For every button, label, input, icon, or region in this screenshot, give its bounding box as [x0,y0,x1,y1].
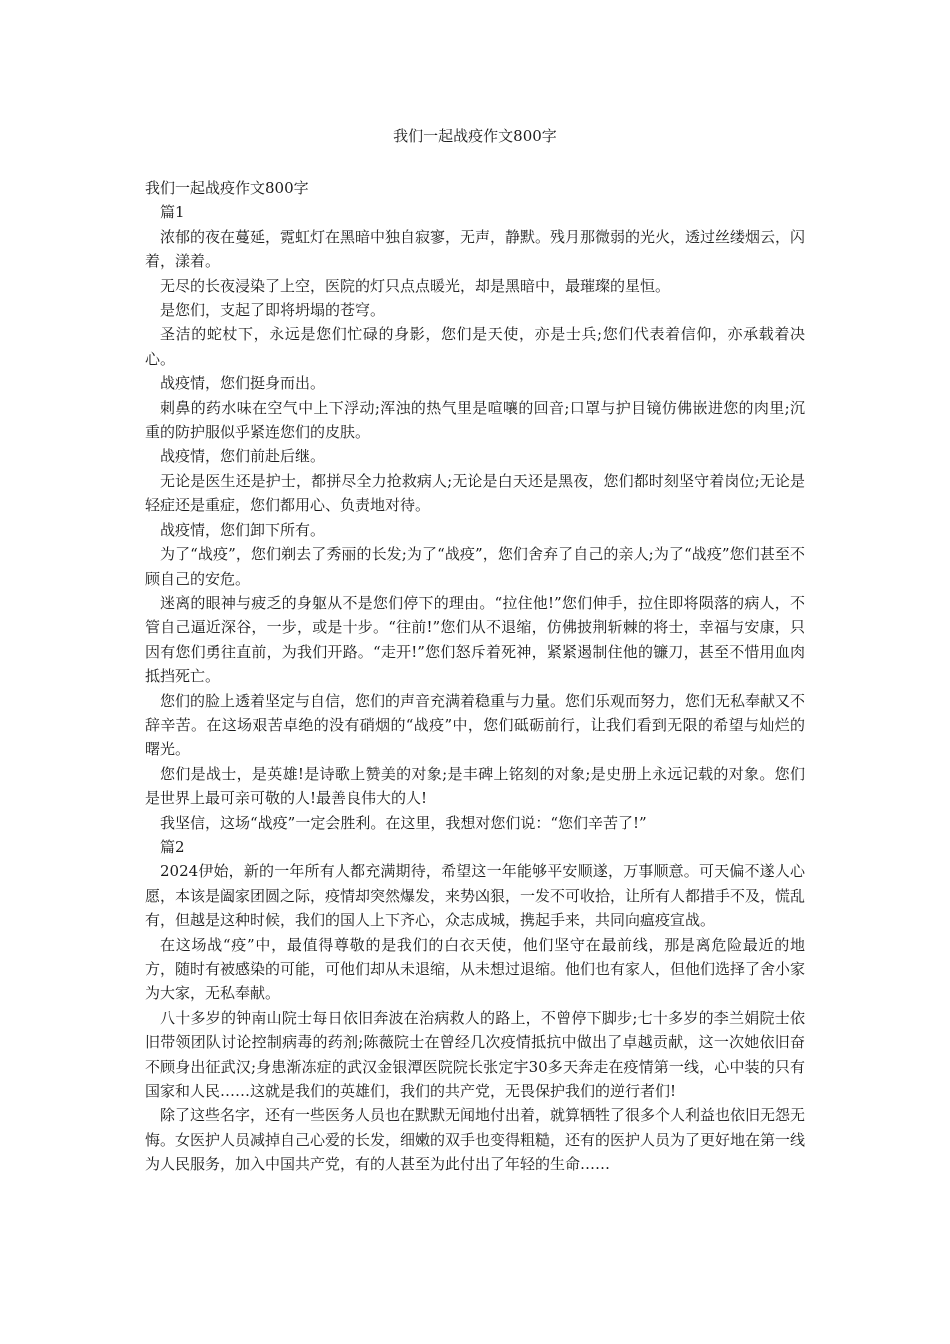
paragraph: 2024伊始，新的一年所有人都充满期待，希望这一年能够平安顺遂，万事顺意。可天偏不遂人心愿，本该是阖家团圆之际，疫情却突然爆发，来势凶狠，一发不可收拾，让所有人都措手不及，慌乱有，但越是这种时候，我们的国人上下齐心，众志成城，携起手来，共同向瘟疫宣战。 [145,862,806,930]
paragraph: 除了这些名字，还有一些医务人员也在默默无闻地付出着，就算牺牲了很多个人利益也依旧无怨无悔。女医护人员减掉自己心爱的长发，细嫩的双手也变得粗糙，还有的医护人员为了更好地在第一线为人民服务，加入中国共产党，有的人甚至为此付出了年轻的生命…… [145,1106,806,1174]
paragraph: 战疫情，您们挺身而出。 [160,374,326,393]
paragraph: 圣洁的蛇杖下，永远是您们忙碌的身影，您们是天使，亦是士兵;您们代表着信仰，亦承载着决心。 [145,325,805,368]
paragraph: 无尽的长夜浸染了上空，医院的灯只点点暖光，却是黑暗中，最璀璨的星恒。 [160,276,671,295]
paragraph: 在这场战“疫”中，最值得尊敬的是我们的白衣天使，他们坚守在最前线，那是离危险最近的地方，随时有被感染的可能，可他们却从未退缩，从未想过退缩。他们也有家人，但他们选择了舍小家为大家，无私奉献。 [145,935,806,1003]
paragraph: 战疫情，您们卸下所有。 [160,520,326,539]
paragraph: 战疫情，您们前赴后继。 [160,447,326,466]
paragraph: 浓郁的夜在蔓延，霓虹灯在黑暗中独自寂寥，无声，静默。残月那微弱的光火，透过丝缕烟云，闪着，漾着。 [145,227,806,271]
document-body [145,176,805,1177]
paragraph: 八十多岁的钟南山院士每日依旧奔波在治病救人的路上，不曾停下脚步;七十多岁的李兰娟院士依旧带领团队讨论控制病毒的药剂;陈薇院士在曾经几次疫情抵抗中做出了卓越贡献，这一次她依旧奋不顾身出征武汉;身患渐冻症的武汉金银潭医院院长张定宇30多天奔走在疫情第一线，心中装的只有国家和人民……这就是我们的英雄们，我们的共产党，无畏保护我们的逆行者们! [145,1008,805,1101]
paragraph: 我坚信，这场“战疫”一定会胜利。在这里，我想对您们说：“您们辛苦了!” [160,813,647,832]
section-label-2: 篇2 [160,837,185,856]
paragraph: 无论是医生还是护士，都拼尽全力抢救病人;无论是白天还是黑夜，您们都时刻坚守着岗位;无论是轻症还是重症，您们都用心、负责地对待。 [145,471,805,515]
body-heading: 我们一起战疫作文800字 [145,179,309,197]
paragraph: 您们的脸上透着坚定与自信，您们的声音充满着稳重与力量。您们乐观而努力，您们无私奉献又不辞辛苦。在这场艰苦卓绝的没有硝烟的“战疫”中，您们砥砺前行，让我们看到无限的希望与灿烂的曙光。 [145,691,806,759]
paragraph: 迷离的眼神与疲乏的身躯从不是您们停下的理由。“拉住他!”您们伸手，拉住即将陨落的病人，不管自己逼近深谷，一步，或是十步。“往前!”您们从不退缩，仿佛披荆斩棘的将士，幸福与安康，只因有您们勇往直前，为我们开路。“走开!”您们怒斥着死神，紧紧遏制住他的镰刀，甚至不惜用血肉抵挡死亡。 [145,593,805,686]
paragraph: 您们是战士，是英雄!是诗歌上赞美的对象;是丰碑上铭刻的对象;是史册上永远记载的对象。您们是世界上最可亲可敬的人!最善良伟大的人! [145,764,805,808]
section-label-1: 篇1 [160,203,185,222]
paragraph: 为了“战疫”，您们剃去了秀丽的长发;为了“战疫”，您们舍弃了自己的亲人;为了“战疫”您们甚至不顾自己的安危。 [145,545,805,588]
paragraph: 是您们，支起了即将坍塌的苍穹。 [160,301,386,320]
paragraph: 刺鼻的药水味在空气中上下浮动;浑浊的热气里是喧嚷的回音;口罩与护目镜仿佛嵌进您的肉里;沉重的防护服似乎紧连您们的皮肤。 [145,398,805,442]
document-title: 我们一起战疫作文800字 [393,127,557,145]
